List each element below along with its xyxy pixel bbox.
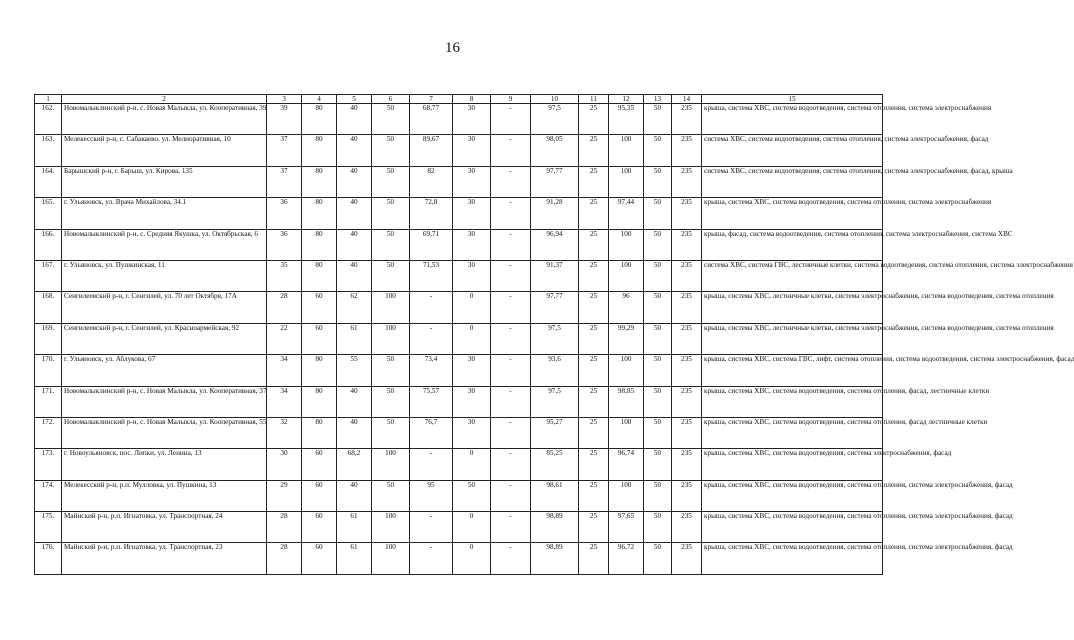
value-cell: 37 (267, 166, 302, 197)
works-cell: крыша, система ХВС, система водоотведения, система отопления, система электроснабжения (702, 198, 883, 229)
value-cell: 68,2 (337, 449, 372, 480)
value-cell: 80 (302, 166, 337, 197)
value-cell: 50 (644, 512, 672, 543)
value-cell: 93,6 (531, 355, 579, 386)
value-cell: 96 (609, 292, 644, 323)
table-row (35, 386, 883, 417)
value-cell: 96,74 (609, 449, 644, 480)
value-cell: 235 (672, 355, 702, 386)
value-cell: 98,85 (609, 386, 644, 417)
value-cell: 235 (672, 292, 702, 323)
works-cell: система ХВС, система водоотведения, система отопления, система электроснабжения, фасад (702, 135, 883, 166)
value-cell: 50 (644, 292, 672, 323)
value-cell: - (410, 512, 453, 543)
value-cell: 32 (267, 417, 302, 448)
works-cell: система ХВС, система водоотведения, система отопления, система электроснабжения, фасад, крыша (702, 166, 883, 197)
table-row (35, 229, 883, 260)
value-cell: 80 (302, 386, 337, 417)
row-number: 164. (35, 166, 62, 197)
value-cell: 25 (579, 355, 609, 386)
value-cell: 95,27 (531, 417, 579, 448)
value-cell: 98,05 (531, 135, 579, 166)
address-cell: г. Ульяновск, ул. Пушкинская, 11 (62, 260, 267, 291)
value-cell: - (491, 229, 531, 260)
column-number: 12 (609, 95, 644, 104)
value-cell: 40 (337, 480, 372, 511)
value-cell: 50 (644, 417, 672, 448)
value-cell: - (491, 292, 531, 323)
value-cell: 235 (672, 229, 702, 260)
value-cell: 40 (337, 260, 372, 291)
value-cell: 80 (302, 355, 337, 386)
value-cell: - (410, 292, 453, 323)
value-cell: 61 (337, 543, 372, 574)
value-cell: 62 (337, 292, 372, 323)
row-number: 170. (35, 355, 62, 386)
value-cell: 25 (579, 260, 609, 291)
value-cell: 100 (372, 512, 410, 543)
works-cell: крыша, система ХВС, система водоотведения, система отопления, система электроснабжения, фасад (702, 512, 883, 543)
value-cell: 40 (337, 229, 372, 260)
value-cell: 61 (337, 323, 372, 354)
row-number: 171. (35, 386, 62, 417)
column-number: 5 (337, 95, 372, 104)
value-cell: 50 (644, 198, 672, 229)
value-cell: 50 (644, 355, 672, 386)
address-cell: г. Новоульяновск, пос. Липки, ул. Ленина, 13 (62, 449, 267, 480)
value-cell: 97,5 (531, 323, 579, 354)
value-cell: 50 (644, 543, 672, 574)
table-row (35, 480, 883, 511)
column-number: 8 (453, 95, 491, 104)
table-row (35, 355, 883, 386)
value-cell: 36 (267, 198, 302, 229)
address-cell: Майнский р-н, р.п. Игнатовка, ул. Транспортная, 24 (62, 512, 267, 543)
address-cell: Барышский р-н, г. Барыш, ул. Кирова, 135 (62, 166, 267, 197)
page-number: 16 (445, 40, 460, 56)
value-cell: 97,5 (531, 104, 579, 135)
value-cell: 96,72 (609, 543, 644, 574)
value-cell: 25 (579, 386, 609, 417)
value-cell: 30 (453, 355, 491, 386)
value-cell: - (491, 512, 531, 543)
table-row (35, 449, 883, 480)
value-cell: 25 (579, 292, 609, 323)
value-cell: 40 (337, 386, 372, 417)
value-cell: - (410, 449, 453, 480)
value-cell: 235 (672, 417, 702, 448)
value-cell: 30 (453, 386, 491, 417)
value-cell: - (491, 104, 531, 135)
register-table (34, 94, 1074, 575)
value-cell: 40 (337, 135, 372, 166)
column-number: 13 (644, 95, 672, 104)
column-number: 7 (410, 95, 453, 104)
row-number: 167. (35, 260, 62, 291)
value-cell: 60 (302, 512, 337, 543)
value-cell: - (410, 323, 453, 354)
value-cell: 0 (453, 543, 491, 574)
value-cell: 50 (372, 386, 410, 417)
row-number: 169. (35, 323, 62, 354)
value-cell: - (491, 198, 531, 229)
value-cell: 40 (337, 198, 372, 229)
value-cell: 25 (579, 229, 609, 260)
value-cell: 60 (302, 543, 337, 574)
value-cell: 72,8 (410, 198, 453, 229)
table-row (35, 512, 883, 543)
value-cell: 60 (302, 323, 337, 354)
column-number: 3 (267, 95, 302, 104)
value-cell: 25 (579, 323, 609, 354)
value-cell: 50 (372, 417, 410, 448)
value-cell: 50 (644, 229, 672, 260)
column-number: 15 (702, 95, 883, 104)
value-cell: 91,37 (531, 260, 579, 291)
value-cell: 28 (267, 292, 302, 323)
row-number: 173. (35, 449, 62, 480)
works-cell: крыша, система ХВС, система водоотведения, система отопления, фасад лестничные клетки (702, 417, 883, 448)
value-cell: 60 (302, 292, 337, 323)
value-cell: 0 (453, 449, 491, 480)
value-cell: 97,77 (531, 166, 579, 197)
address-cell: Мелекесский р-н, р.п. Мулловка, ул. Пушкина, 13 (62, 480, 267, 511)
value-cell: 50 (372, 229, 410, 260)
column-number: 6 (372, 95, 410, 104)
value-cell: 39 (267, 104, 302, 135)
works-cell: крыша, система ХВС, система ГВС, лифт, система отопления, система водоотведения, система электроснабжения, фасад (702, 355, 883, 386)
works-cell: крыша, фасад, система водоотведения, система отопления, система электроснабжения, система ХВС (702, 229, 883, 260)
value-cell: 100 (609, 355, 644, 386)
value-cell: 235 (672, 135, 702, 166)
column-number: 11 (579, 95, 609, 104)
table-row (35, 104, 883, 135)
column-number: 2 (62, 95, 267, 104)
value-cell: - (491, 323, 531, 354)
address-cell: Новомалыклинский р-н, с. Средняя Якушка, ул. Октябрьская, 6 (62, 229, 267, 260)
value-cell: 100 (372, 292, 410, 323)
value-cell: 235 (672, 260, 702, 291)
value-cell: 97,5 (531, 386, 579, 417)
address-cell: Сенгилеевский р-н, г. Сенгилей, ул. Красноармейская, 92 (62, 323, 267, 354)
address-cell: Новомалыклинский р-н, с. Новая Малыкла, ул. Кооперативная, 37 (62, 386, 267, 417)
value-cell: - (491, 166, 531, 197)
row-number: 172. (35, 417, 62, 448)
value-cell: 25 (579, 449, 609, 480)
value-cell: 25 (579, 166, 609, 197)
value-cell: 34 (267, 386, 302, 417)
table-row (35, 417, 883, 448)
value-cell: 235 (672, 543, 702, 574)
value-cell: 28 (267, 512, 302, 543)
value-cell: 50 (644, 166, 672, 197)
value-cell: 50 (644, 260, 672, 291)
value-cell: 80 (302, 135, 337, 166)
value-cell: 50 (644, 323, 672, 354)
value-cell: 80 (302, 260, 337, 291)
value-cell: 25 (579, 543, 609, 574)
column-number: 10 (531, 95, 579, 104)
value-cell: 30 (453, 198, 491, 229)
row-number: 162. (35, 104, 62, 135)
value-cell: 98,61 (531, 480, 579, 511)
works-cell: крыша, система ХВС, система водоотведения, система отопления, система электроснабжения (702, 104, 883, 135)
value-cell: - (491, 449, 531, 480)
value-cell: 98,89 (531, 543, 579, 574)
works-cell: крыша, система ХВС, система водоотведения, система отопления, система электроснабжения, фасад (702, 543, 883, 574)
value-cell: 97,65 (609, 512, 644, 543)
value-cell: 68,77 (410, 104, 453, 135)
value-cell: 30 (453, 135, 491, 166)
value-cell: 35 (267, 260, 302, 291)
value-cell: 30 (267, 449, 302, 480)
value-cell: 25 (579, 135, 609, 166)
row-number: 165. (35, 198, 62, 229)
value-cell: 100 (609, 260, 644, 291)
address-cell: Новомалыклинский р-н, с. Новая Малыкла, ул. Кооперативная, 55 (62, 417, 267, 448)
value-cell: 0 (453, 292, 491, 323)
value-cell: 76,7 (410, 417, 453, 448)
address-cell: Сенгилеевский р-н, г. Сенгилей, ул. 70 лет Октября, 17А (62, 292, 267, 323)
value-cell: 235 (672, 323, 702, 354)
value-cell: 97,44 (609, 198, 644, 229)
works-cell: крыша, система ХВС, лестничные клетки, система электроснабжения, система водоотведения, система отопления (702, 323, 883, 354)
value-cell: 235 (672, 480, 702, 511)
value-cell: 30 (453, 166, 491, 197)
value-cell: 100 (609, 229, 644, 260)
value-cell: 50 (453, 480, 491, 511)
value-cell: 28 (267, 543, 302, 574)
value-cell: 95,35 (609, 104, 644, 135)
value-cell: - (491, 355, 531, 386)
value-cell: 69,71 (410, 229, 453, 260)
value-cell: 50 (372, 198, 410, 229)
value-cell: 73,4 (410, 355, 453, 386)
value-cell: 60 (302, 480, 337, 511)
value-cell: 89,67 (410, 135, 453, 166)
value-cell: 235 (672, 386, 702, 417)
value-cell: 50 (644, 386, 672, 417)
value-cell: 50 (644, 104, 672, 135)
value-cell: 50 (644, 480, 672, 511)
value-cell: 25 (579, 104, 609, 135)
value-cell: 40 (337, 166, 372, 197)
value-cell: 85,25 (531, 449, 579, 480)
value-cell: 25 (579, 417, 609, 448)
row-number: 166. (35, 229, 62, 260)
value-cell: 50 (372, 135, 410, 166)
value-cell: 55 (337, 355, 372, 386)
row-number: 163. (35, 135, 62, 166)
value-cell: 0 (453, 512, 491, 543)
row-number: 168. (35, 292, 62, 323)
value-cell: 100 (609, 480, 644, 511)
table-row (35, 135, 883, 166)
works-cell: крыша, система ХВС, система водоотведения, система электроснабжения, фасад (702, 449, 883, 480)
value-cell: 30 (453, 417, 491, 448)
value-cell: 61 (337, 512, 372, 543)
value-cell: 75,57 (410, 386, 453, 417)
value-cell: 71,53 (410, 260, 453, 291)
value-cell: 97,77 (531, 292, 579, 323)
value-cell: 100 (372, 543, 410, 574)
address-cell: Майнский р-н, р.п. Игнатовка, ул. Транспортная, 23 (62, 543, 267, 574)
value-cell: 235 (672, 449, 702, 480)
value-cell: 91,28 (531, 198, 579, 229)
table-row (35, 166, 883, 197)
table-row (35, 260, 883, 291)
value-cell: 25 (579, 512, 609, 543)
value-cell: 0 (453, 323, 491, 354)
row-number: 175. (35, 512, 62, 543)
table-row (35, 292, 883, 323)
value-cell: - (410, 543, 453, 574)
value-cell: 98,89 (531, 512, 579, 543)
value-cell: 99,29 (609, 323, 644, 354)
row-number: 174. (35, 480, 62, 511)
value-cell: - (491, 480, 531, 511)
value-cell: 50 (644, 135, 672, 166)
value-cell: 100 (372, 323, 410, 354)
address-cell: Мелекесский р-н, с. Сабакаево, ул. Мелиоративная, 10 (62, 135, 267, 166)
table-row (35, 323, 883, 354)
value-cell: 34 (267, 355, 302, 386)
value-cell: 235 (672, 166, 702, 197)
value-cell: 80 (302, 229, 337, 260)
value-cell: 25 (579, 198, 609, 229)
table-row (35, 543, 883, 574)
value-cell: 80 (302, 198, 337, 229)
value-cell: 80 (302, 104, 337, 135)
value-cell: 22 (267, 323, 302, 354)
value-cell: 50 (372, 480, 410, 511)
address-cell: г. Ульяновск, ул. Врача Михайлова, 34.1 (62, 198, 267, 229)
column-number: 14 (672, 95, 702, 104)
works-cell: крыша, система ХВС, лестничные клетки, система электроснабжения, система водоотведения, система отопления (702, 292, 883, 323)
value-cell: 235 (672, 104, 702, 135)
value-cell: 40 (337, 104, 372, 135)
value-cell: 235 (672, 198, 702, 229)
value-cell: 37 (267, 135, 302, 166)
value-cell: 50 (372, 104, 410, 135)
value-cell: 100 (609, 417, 644, 448)
value-cell: 30 (453, 229, 491, 260)
value-cell: 50 (644, 449, 672, 480)
value-cell: 30 (453, 260, 491, 291)
value-cell: - (491, 417, 531, 448)
value-cell: 235 (672, 512, 702, 543)
table-row (35, 198, 883, 229)
value-cell: 50 (372, 260, 410, 291)
value-cell: 96,94 (531, 229, 579, 260)
value-cell: 29 (267, 480, 302, 511)
value-cell: 36 (267, 229, 302, 260)
column-number: 9 (491, 95, 531, 104)
row-number: 176. (35, 543, 62, 574)
value-cell: - (491, 260, 531, 291)
value-cell: 95 (410, 480, 453, 511)
column-numbers-row (35, 95, 883, 104)
value-cell: 100 (372, 449, 410, 480)
value-cell: - (491, 543, 531, 574)
value-cell: 25 (579, 480, 609, 511)
column-number: 4 (302, 95, 337, 104)
works-cell: система ХВС, система ГВС, лестничные клетки, система водоотведения, система отопления, система электроснабжения (702, 260, 883, 291)
works-cell: крыша, система ХВС, система водоотведения, система отопления, фасад, лестничные клетки (702, 386, 883, 417)
value-cell: 82 (410, 166, 453, 197)
works-cell: крыша, система ХВС, система водоотведения, система отопления, система электроснабжения, фасад (702, 480, 883, 511)
value-cell: 40 (337, 417, 372, 448)
value-cell: - (491, 386, 531, 417)
value-cell: 50 (372, 355, 410, 386)
value-cell: 60 (302, 449, 337, 480)
value-cell: - (491, 135, 531, 166)
column-number: 1 (35, 95, 62, 104)
value-cell: 50 (372, 166, 410, 197)
value-cell: 80 (302, 417, 337, 448)
address-cell: Новомалыклинский р-н, с. Новая Малыкла, ул. Кооперативная, 39 (62, 104, 267, 135)
value-cell: 100 (609, 166, 644, 197)
value-cell: 100 (609, 135, 644, 166)
value-cell: 30 (453, 104, 491, 135)
address-cell: г. Ульяновск, ул. Аблукова, 67 (62, 355, 267, 386)
